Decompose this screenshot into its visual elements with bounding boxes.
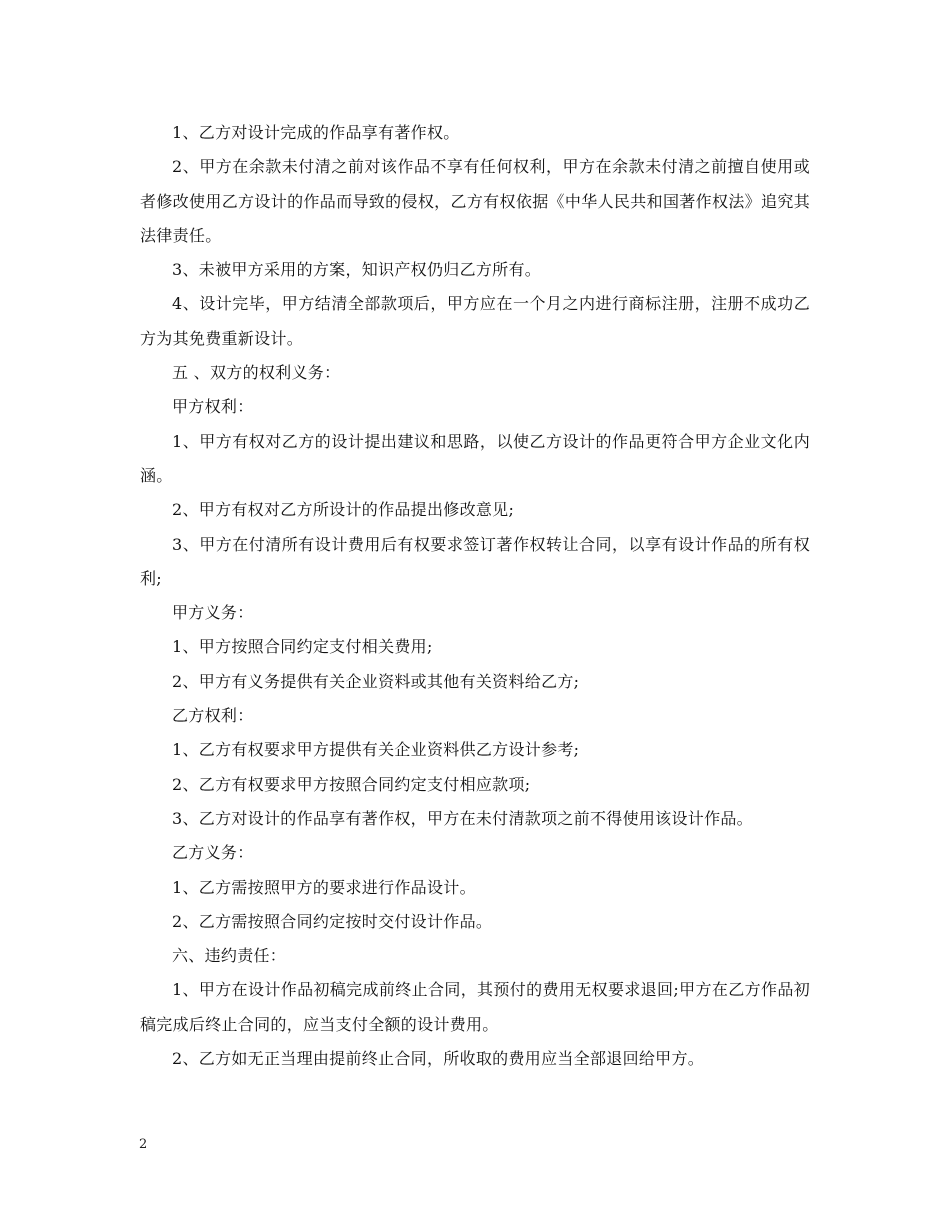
paragraph-16: 3、乙方对设计的作品享有著作权，甲方在未付清款项之前不得使用该设计作品。 [172,808,753,828]
paragraph-11: 1、甲方按照合同约定支付相关费用; [172,637,433,657]
document-body [140,116,810,1076]
subheading-party-b-rights: 乙方权利： [172,706,254,726]
paragraph-7: 1、甲方有权对乙方的设计提出建议和思路，以使乙方设计的作品更符合甲方企业文化内涵。 [140,431,810,485]
paragraph-14: 1、乙方有权要求甲方提供有关企业资料供乙方设计参考; [172,740,580,760]
paragraph-18: 1、乙方需按照甲方的要求进行作品设计。 [172,877,476,897]
paragraph-1: 1、乙方对设计完成的作品享有著作权。 [172,123,460,142]
paragraph-2: 2、甲方在余款未付清之前对该作品不享有任何权利，甲方在余款未付清之前擅自使用或者修改使用乙方设计的作品而导致的侵权，乙方有权依据《中华人民共和国著作权法》追究其法律责任。 [140,157,810,245]
section-heading-5: 五 、双方的权利义务： [172,363,341,383]
paragraph-9: 3、甲方在付清所有设计费用后有权要求签订著作权转让合同，以享有设计作品的所有权利; [140,534,810,588]
page-number: 2 [139,1137,148,1152]
subheading-party-a-rights: 甲方权利： [172,397,254,417]
paragraph-21: 1、甲方在设计作品初稿完成前终止合同，其预付的费用无权要求退回;甲方在乙方作品初稿完成后终止合同的，应当支付全额的设计费用。 [140,980,810,1034]
subheading-party-b-obligations: 乙方义务： [172,843,254,863]
paragraph-19: 2、乙方需按照合同约定按时交付设计作品。 [172,911,493,931]
paragraph-3: 3、未被甲方采用的方案，知识产权仍归乙方所有。 [172,260,542,280]
paragraph-12: 2、甲方有义务提供有关企业资料或其他有关资料给乙方; [172,671,580,691]
paragraph-15: 2、乙方有权要求甲方按照合同约定支付相应款项; [172,774,531,794]
section-heading-6: 六、违约责任： [172,946,287,966]
subheading-party-a-obligations: 甲方义务： [172,603,254,623]
paragraph-4: 4、设计完毕，甲方结清全部款项后，甲方应在一个月之内进行商标注册，注册不成功乙方为其免费重新设计。 [140,294,810,348]
paragraph-22: 2、乙方如无正当理由提前终止合同，所收取的费用应当全部退回给甲方。 [172,1049,705,1069]
paragraph-8: 2、甲方有权对乙方所设计的作品提出修改意见; [172,500,515,520]
